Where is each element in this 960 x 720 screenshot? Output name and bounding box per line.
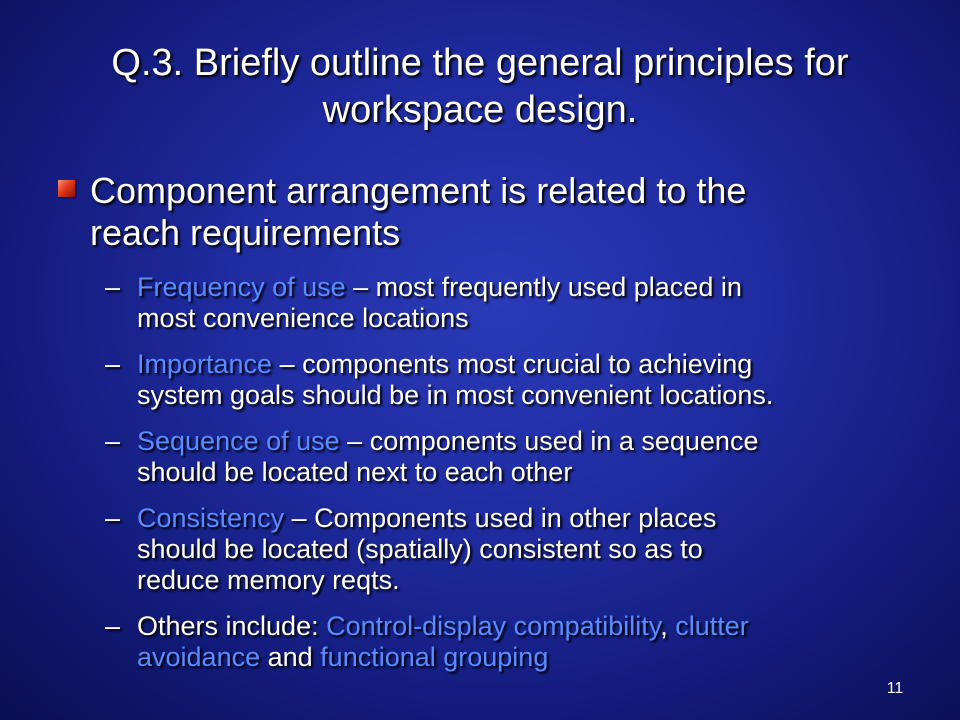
sub-item-text: reduce memory reqts. [137, 565, 400, 595]
sub-item-text: – most frequently used placed in [345, 272, 742, 302]
sub-item-text: Others include: [137, 611, 327, 641]
dash-bullet: – [105, 349, 121, 379]
term-functional-grouping: functional grouping [320, 642, 549, 672]
sub-item-text: system goals should be in most convenient locations. [137, 380, 774, 410]
term-avoidance: avoidance [137, 642, 261, 672]
sub-item-text: should be located next to each other [137, 457, 573, 487]
sub-bullet-list [105, 272, 925, 688]
sub-item-text: – Components used in other places [284, 503, 717, 533]
page-number: 11 [886, 680, 904, 697]
square-bullet-icon [58, 180, 75, 197]
term-consistency: Consistency [137, 503, 285, 533]
separator-text: , [660, 611, 676, 641]
dash-bullet: – [105, 611, 121, 641]
sub-item-text: should be located (spatially) consistent so as to [137, 534, 703, 564]
sub-item-text: – components used in a sequence [339, 426, 759, 456]
sub-item-frequency-of-use [105, 272, 925, 334]
slide-title-line-1: Q.3. Briefly outline the general principles for [111, 42, 849, 84]
main-bullet-line-1: Component arrangement is related to the [90, 170, 747, 211]
conjunction-text: and [260, 642, 321, 672]
sub-item-text: most convenience locations [137, 303, 469, 333]
dash-bullet: – [105, 272, 121, 302]
slide-title [40, 40, 920, 134]
sub-item-text: – components most crucial to achieving [272, 349, 753, 379]
main-bullet-text [90, 170, 910, 254]
sub-item-consistency [105, 503, 925, 596]
sub-item-sequence-of-use [105, 426, 925, 488]
dash-bullet: – [105, 426, 121, 456]
dash-bullet: – [105, 503, 121, 533]
sub-item-others [105, 611, 925, 673]
term-sequence-of-use: Sequence of use [137, 426, 340, 456]
term-control-display-compatibility: Control-display compatibility [326, 611, 661, 641]
term-frequency-of-use: Frequency of use [137, 272, 346, 302]
slide-title-line-2: workspace design. [322, 89, 638, 131]
sub-item-importance [105, 349, 925, 411]
main-bullet-line-2: reach requirements [90, 212, 401, 253]
term-importance: Importance [137, 349, 273, 379]
term-clutter: clutter [675, 611, 749, 641]
